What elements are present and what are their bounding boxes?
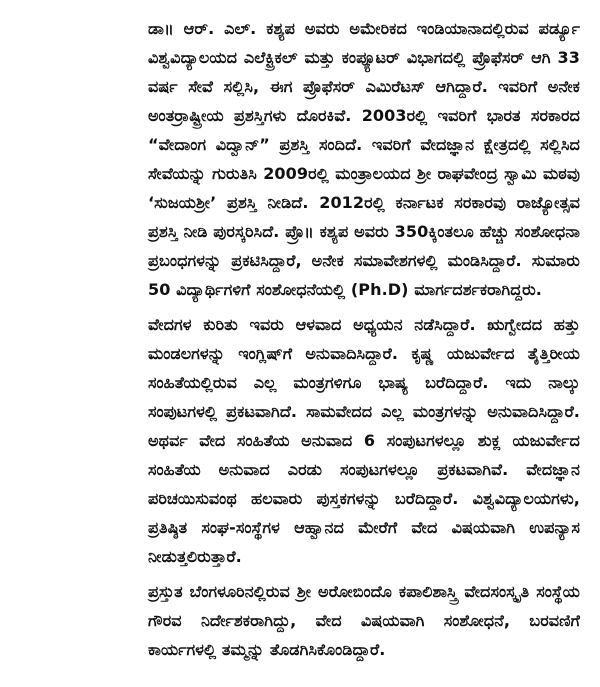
paragraph-biography: ಡಾ॥ ಆರ್. ಎಲ್. ಕಶ್ಯಪ ಅವರು ಅಮೇರಿಕದ ಇಂಡಿಯಾನಾದಲ್ಲಿರುವ ಪರ್ಡ್ಯೂ ವಿಶ್ವವಿದ್ಯಾಲಯದ ಎಲೆಕ್ಟ್ರಿಕಲ್ ಮತ್ತು ಕಂಪ್ಯೂಟರ್ ವಿಭಾಗದಲ್ಲಿ ಪ್ರೊಫೆಸರ್ ಆಗಿ 33 ವರ್ಷ ಸೇವೆ ಸಲ್ಲಿಸಿ, ಈಗ ಪ್ರೊಫೆಸರ್ ಎಮಿರೆಟಸ್ ಆಗಿದ್ದಾರೆ. ಇವರಿಗೆ ಅನೇಕ ಅಂತರ್ರಾಷ್ಟ್ರೀಯ ಪ್ರಶಸ್ತಿಗಳು ದೊರಕಿವೆ. 2003ರಲ್ಲಿ ಇವರಿಗೆ ಭಾರತ ಸರಕಾರದ “ವೇದಾಂಗ ವಿದ್ವಾನ್” ಪ್ರಶಸ್ತಿ ಸಂದಿದೆ. ಇವರಿಗೆ ವೇದಜ್ಞಾನ ಕ್ಷೇತ್ರದಲ್ಲಿ ಸಲ್ಲಿಸಿದ ಸೇವೆಯನ್ನು ಗುರುತಿಸಿ 2009ರಲ್ಲಿ ಮಂತ್ರಾಲಯದ ಶ್ರೀ ರಾಘವೇಂದ್ರ ಸ್ವಾಮಿ ಮಠವು ‘ಸುಜಯಶ್ರೀ’ ಪ್ರಶಸ್ತಿ ನೀಡಿದೆ. 2012ರಲ್ಲಿ ಕರ್ನಾಟಕ ಸರಕಾರವು ರಾಜ್ಯೋತ್ಸವ ಪ್ರಶಸ್ತಿ ನೀಡಿ ಪುರಸ್ಕರಿಸಿದೆ. ಪ್ರೊ॥ ಕಶ್ಯಪ ಅವರು 350ಕ್ಕಿಂತಲೂ ಹೆಚ್ಚು ಸಂಶೋಧನಾ ಪ್ರಬಂಧಗಳನ್ನು ಪ್ರಕಟಿಸಿದ್ದಾರೆ, ಅನೇಕ ಸಮಾವೇಶಗಳಲ್ಲಿ ಮಂಡಿಸಿದ್ದಾರೆ. ಸುಮಾರು 50 ವಿದ್ಯಾರ್ಥಿಗಳಿಗೆ ಸಂಶೋಧನೆಯಲ್ಲಿ (Ph.D) ಮಾರ್ಗದರ್ಶಕರಾಗಿದ್ದರು. (148, 19, 580, 299)
document-page (148, 14, 580, 664)
paragraph-current-role: ಪ್ರಸ್ತುತ ಬೆಂಗಳೂರಿನಲ್ಲಿರುವ ಶ್ರೀ ಅರೋಬಿಂದೊ ಕಪಾಲಿಶಾಸ್ತ್ರಿ ವೇದಸಂಸ್ಕೃತಿ ಸಂಸ್ಥೆಯ ಗೌರವ ನಿರ್ದೇಶಕರಾಗಿದ್ದು, ವೇದ ವಿಷಯವಾಗಿ ಸಂಶೋಧನೆ, ಬರವಣಿಗೆ ಕಾರ್ಯಗಳಲ್ಲಿ ತಮ್ಮನ್ನು ತೊಡಗಿಸಿಕೊಂಡಿದ್ದಾರೆ. (148, 582, 580, 659)
paragraph-vedic-studies: ವೇದಗಳ ಕುರಿತು ಇವರು ಆಳವಾದ ಅಧ್ಯಯನ ನಡೆಸಿದ್ದಾರೆ. ಋಗ್ವೇದದ ಹತ್ತು ಮಂಡಲಗಳನ್ನು ಇಂಗ್ಲಿಷ್‌ಗೆ ಅನುವಾದಿಸಿದ್ದಾರೆ. ಕೃಷ್ಣ ಯಜುರ್ವೇದ ತೈತ್ತಿರೀಯ ಸಂಹಿತೆಯಲ್ಲಿರುವ ಎಲ್ಲ ಮಂತ್ರಗಳಿಗೂ ಭಾಷ್ಯ ಬರೆದಿದ್ದಾರೆ. ಇದು ನಾಲ್ಕು ಸಂಪುಟಗಳಲ್ಲಿ ಪ್ರಕಟವಾಗಿದೆ. ಸಾಮವೇದದ ಎಲ್ಲ ಮಂತ್ರಗಳನ್ನು ಅನುವಾದಿಸಿದ್ದಾರೆ. ಅಥರ್ವ ವೇದ ಸಂಹಿತೆಯ ಅನುವಾದ 6 ಸಂಪುಟಗಳಲ್ಲೂ ಶುಕ್ಲ ಯಜುರ್ವೇದ ಸಂಹಿತೆಯ ಅನುವಾದ ಎರಡು ಸಂಪುಟಗಳಲ್ಲೂ ಪ್ರಕಟವಾಗಿವೆ. ವೇದಜ್ಞಾನ ಪರಿಚಯಿಸುವಂಥ ಹಲವಾರು ಪುಸ್ತಕಗಳನ್ನು ಬರೆದಿದ್ದಾರೆ. ವಿಶ್ವವಿದ್ಯಾಲಯಗಳು, ಪ್ರತಿಷ್ಠಿತ ಸಂಘ-ಸಂಸ್ಥೆಗಳ ಆಹ್ವಾನದ ಮೇರೆಗೆ ವೇದ ವಿಷಯವಾಗಿ ಉಪನ್ಯಾಸ ನೀಡುತ್ತಲಿರುತ್ತಾರೆ. (148, 315, 580, 566)
